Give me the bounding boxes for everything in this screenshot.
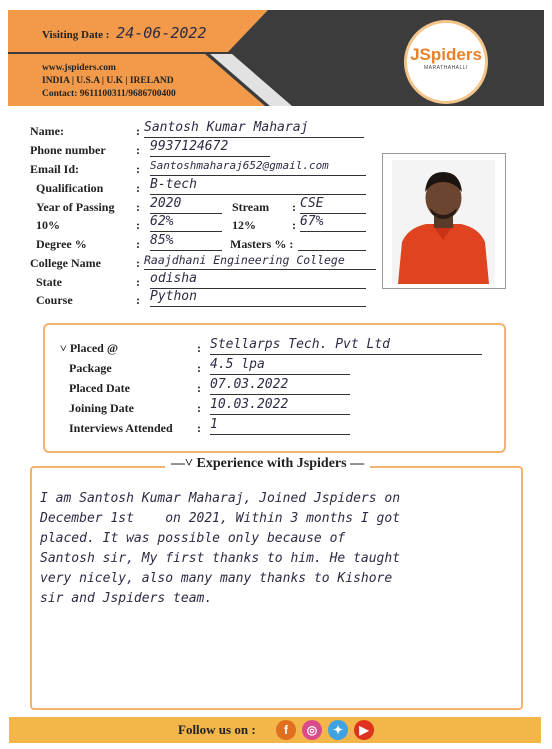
colon: : [136,143,140,157]
qualification-value: B-tech [150,178,366,195]
qualification-label: Qualification [36,181,104,195]
visiting-date [42,24,206,42]
colon: : [197,361,201,375]
contact-phone: Contact: 9611100311/9686700400 [42,89,176,99]
visiting-date-label: Visiting Date : [42,29,110,41]
joining-date-label: Joining Date [69,401,135,415]
colon: : [197,401,201,415]
experience-heading: —˅ Experience with Jspiders — [165,456,370,472]
name-value: Santosh Kumar Maharaj [144,121,364,138]
colon: : [292,218,296,232]
colon: : [136,237,140,251]
course-label: Course [36,293,73,307]
twelfth-label: 12% [232,218,256,232]
logo-brand: JSpiders [410,45,482,64]
degree-value: 85% [150,234,222,251]
visiting-date-value: 24-06-2022 [116,24,207,42]
colon: : [136,256,140,270]
twelfth-value: 67% [300,215,366,232]
tenth-value: 62% [150,215,222,232]
year-label: Year of Passing [36,200,115,214]
interviews-value: 1 [210,418,350,435]
year-value: 2020 [150,197,222,214]
course-value: Python [150,290,366,307]
masters-value [298,234,366,251]
logo-sub: MARATHAHALLI [424,65,468,71]
colon: : [136,275,140,289]
name-label: Name: [30,124,64,138]
state-value: odisha [150,272,366,289]
website-link[interactable]: www.jspiders.com [42,63,116,73]
colon: : [136,293,140,307]
stream-value: CSE [300,197,366,214]
footer-bar [9,717,541,743]
contact-block [42,62,176,101]
masters-label: Masters % : [230,237,294,251]
stream-label: Stream [232,200,270,214]
state-label: State [36,275,62,289]
countries-text: INDIA | U.S.A | U.K | IRELAND [42,76,174,86]
placed-date-value: 07.03.2022 [210,378,350,395]
email-label: Email Id: [30,162,80,176]
degree-label: Degree % [36,237,87,251]
college-value: Raajdhani Engineering College [144,253,376,270]
email-value: Santoshmaharaj652@gmail.com [150,159,366,176]
placed-date-label: Placed Date [69,381,130,395]
placed-value: Stellarps Tech. Pvt Ltd [210,338,482,355]
colon: : [197,381,201,395]
colon: : [292,200,296,214]
package-value: 4.5 lpa [210,358,350,375]
student-photo [392,160,495,284]
colon: : [197,341,201,355]
joining-date-value: 10.03.2022 [210,398,350,415]
colon: : [136,200,140,214]
youtube-icon[interactable]: ▶ [354,720,374,740]
package-label: Package [69,361,112,375]
college-label: College Name [30,256,101,270]
follow-label: Follow us on : [178,722,256,737]
colon: : [136,181,140,195]
colon: : [197,421,201,435]
experience-text: I am Santosh Kumar Maharaj, Joined Jspiders on December 1st on 2021, Within 3 months I got placed. It was possible only because of Santosh sir, My first thanks to him. He taught very nicely, also many many thanks to Kishore sir and Jspiders team. [40,491,401,606]
jspiders-logo [404,20,488,104]
interviews-label: Interviews Attended [69,421,173,435]
facebook-icon[interactable]: f [276,720,296,740]
phone-value: 9937124672 [150,140,270,157]
twitter-icon[interactable]: ✦ [328,720,348,740]
colon: : [136,124,140,138]
instagram-icon[interactable]: ◎ [302,720,322,740]
placed-label: ˅ Placed @ [60,341,118,355]
colon: : [136,162,140,176]
colon: : [136,218,140,232]
phone-label: Phone number [30,143,106,157]
tenth-label: 10% [36,218,60,232]
